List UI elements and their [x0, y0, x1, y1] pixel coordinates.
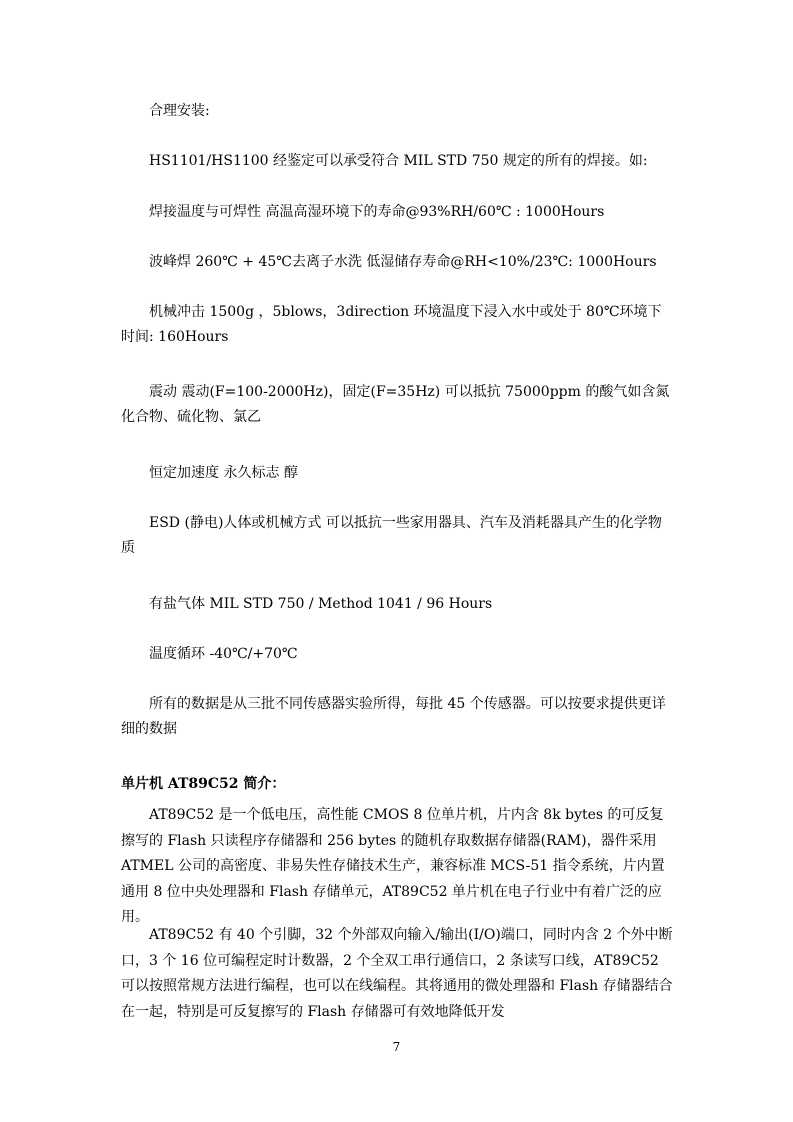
- paragraph-install-heading: 合理安装:: [149, 103, 210, 119]
- paragraph-mechanical-shock: 机械冲击 1500g ，5blows，3direction 环境温度下浸入水中或处于 80℃环境下时间: 160Hours: [121, 304, 662, 345]
- section-paragraph-pins: AT89C52 有 40 个引脚，32 个外部双向输入/输出(I/O)端口，同时内含 2 个外中断口，3 个 16 位可编程定时计数器，2 个全双工串行通信口，2 条读写口线，AT89C52 可以按照常规方法进行编程，也可以在线编程。其将通用的微处理器和 Flash 存储器结合在一起，特别是可反复擦写的 Flash 存储器可有效地降低开发: [121, 927, 673, 1020]
- paragraph-data-source: 所有的数据是从三批不同传感器实验所得，每批 45 个传感器。可以按要求提供更详细的数据: [121, 696, 666, 737]
- paragraph-constant-acceleration: 恒定加速度 永久标志 醇: [149, 465, 298, 481]
- paragraph-vibration: 震动 震动(F=100-2000Hz)，固定(F=35Hz) 可以抵抗 75000ppm 的酸气如含氮化合物、硫化物、氯乙: [121, 384, 670, 425]
- paragraph-welding-intro: HS1101/HS1100 经鉴定可以承受符合 MIL STD 750 规定的所有的焊接。如:: [149, 153, 648, 169]
- page-number: 7: [392, 1040, 401, 1054]
- section-paragraph-intro: AT89C52 是一个低电压，高性能 CMOS 8 位单片机，片内含 8k bytes 的可反复擦写的 Flash 只读程序存储器和 256 bytes 的随机存取数据存储器(RAM)，器件采用 ATMEL 公司的高密度、非易失性存储技术生产，兼容标准 MCS-51 指令系统，片内置通用 8 位中央处理器和 Flash 存储单元，AT89C52 单片机在电子行业中有着广泛的应用。: [121, 807, 665, 925]
- paragraph-welding-temperature: 焊接温度与可焊性 高温高湿环境下的寿命@93%RH/60℃ : 1000Hours: [149, 204, 605, 220]
- paragraph-temperature-cycle: 温度循环 -40℃/+70℃: [149, 646, 298, 662]
- paragraph-wave-soldering: 波峰焊 260℃ + 45℃去离子水洗 低湿储存寿命@RH<10%/23℃: 1000Hours: [149, 254, 657, 270]
- paragraph-esd: ESD (静电)人体或机械方式 可以抵抗一些家用器具、汽车及消耗器具产生的化学物质: [121, 515, 662, 556]
- paragraph-salt-gas: 有盐气体 MIL STD 750 / Method 1041 / 96 Hours: [149, 596, 493, 612]
- section-heading: 单片机 AT89C52 简介：: [121, 776, 286, 792]
